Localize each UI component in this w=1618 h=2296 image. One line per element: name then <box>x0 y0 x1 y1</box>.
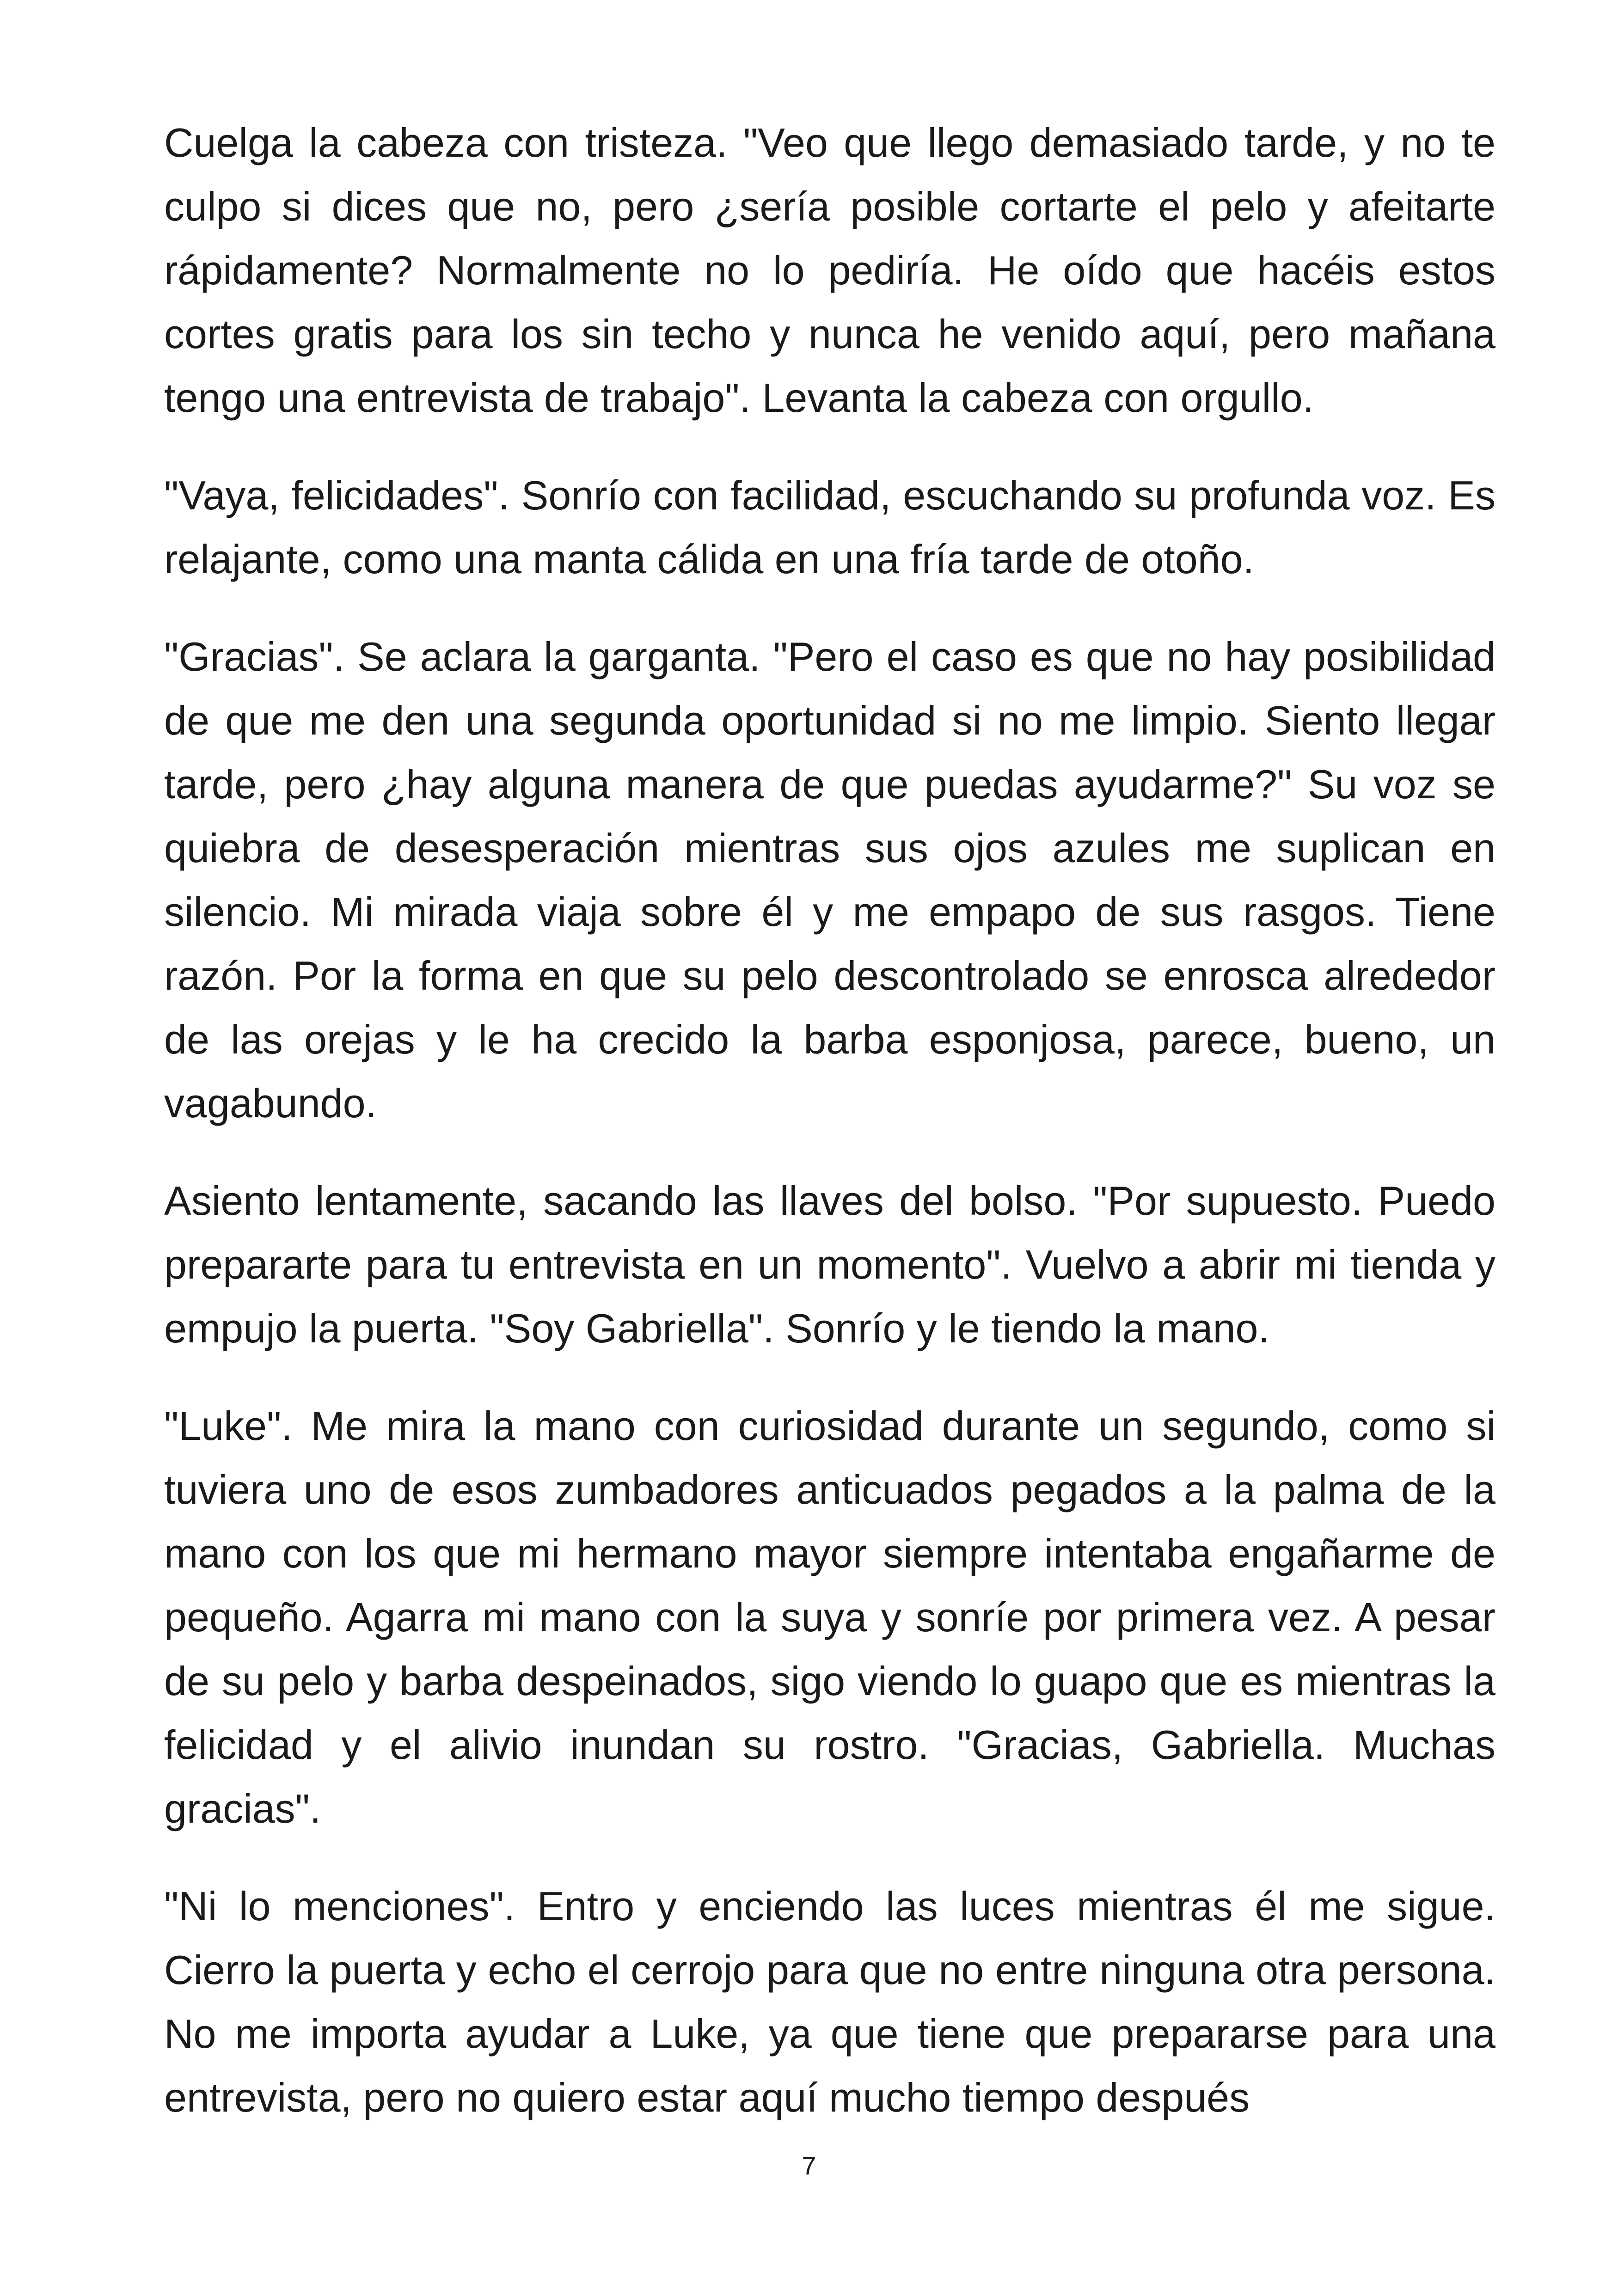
paragraph: "Vaya, felicidades". Sonrío con facilidad, escuchando su profunda voz. Es relajante, como una manta cálida en una fría tarde de otoño. <box>164 472 1495 582</box>
document-body <box>164 111 1495 2130</box>
paragraph: Asiento lentamente, sacando las llaves del bolso. "Por supuesto. Puedo prepararte para tu entrevista en un momento". Vuelvo a abrir mi tienda y empujo la puerta. "Soy Gabriella". Sonrío y le tiendo la mano. <box>164 1178 1495 1351</box>
paragraph: Cuelga la cabeza con tristeza. "Veo que llego demasiado tarde, y no te culpo si dices que no, pero ¿sería posible cortarte el pelo y afeitarte rápidamente? Normalmente no lo pediría. He oído que hacéis estos cortes gratis para los sin techo y nunca he venido aquí, pero mañana tengo una entrevista de trabajo". Levanta la cabeza con orgullo. <box>164 120 1495 421</box>
page-number: 7 <box>802 2151 816 2180</box>
paragraph: "Luke". Me mira la mano con curiosidad durante un segundo, como si tuviera uno de esos zumbadores anticuados pegados a la palma de la mano con los que mi hermano mayor siempre intentaba engañarme de pequeño. Agarra mi mano con la suya y sonríe por primera vez. A pesar de su pelo y barba despeinados, sigo viendo lo guapo que es mientras la felicidad y el alivio inundan su rostro. "Gracias, Gabriella. Muchas gracias". <box>164 1403 1495 1831</box>
paragraph: "Gracias". Se aclara la garganta. "Pero el caso es que no hay posibilidad de que me den una segunda oportunidad si no me limpio. Siento llegar tarde, pero ¿hay alguna manera de que puedas ayudarme?" Su voz se quiebra de desesperación mientras sus ojos azules me suplican en silencio. Mi mirada viaja sobre él y me empapo de sus rasgos. Tiene razón. Por la forma en que su pelo descontrolado se enrosca alrededor de las orejas y le ha crecido la barba esponjosa, parece, bueno, un vagabundo. <box>164 634 1495 1126</box>
paragraph: "Ni lo menciones". Entro y enciendo las luces mientras él me sigue. Cierro la puerta y echo el cerrojo para que no entre ninguna otra persona. No me importa ayudar a Luke, ya que tiene que prepararse para una entrevista, pero no quiero estar aquí mucho tiempo después <box>164 1883 1495 2120</box>
